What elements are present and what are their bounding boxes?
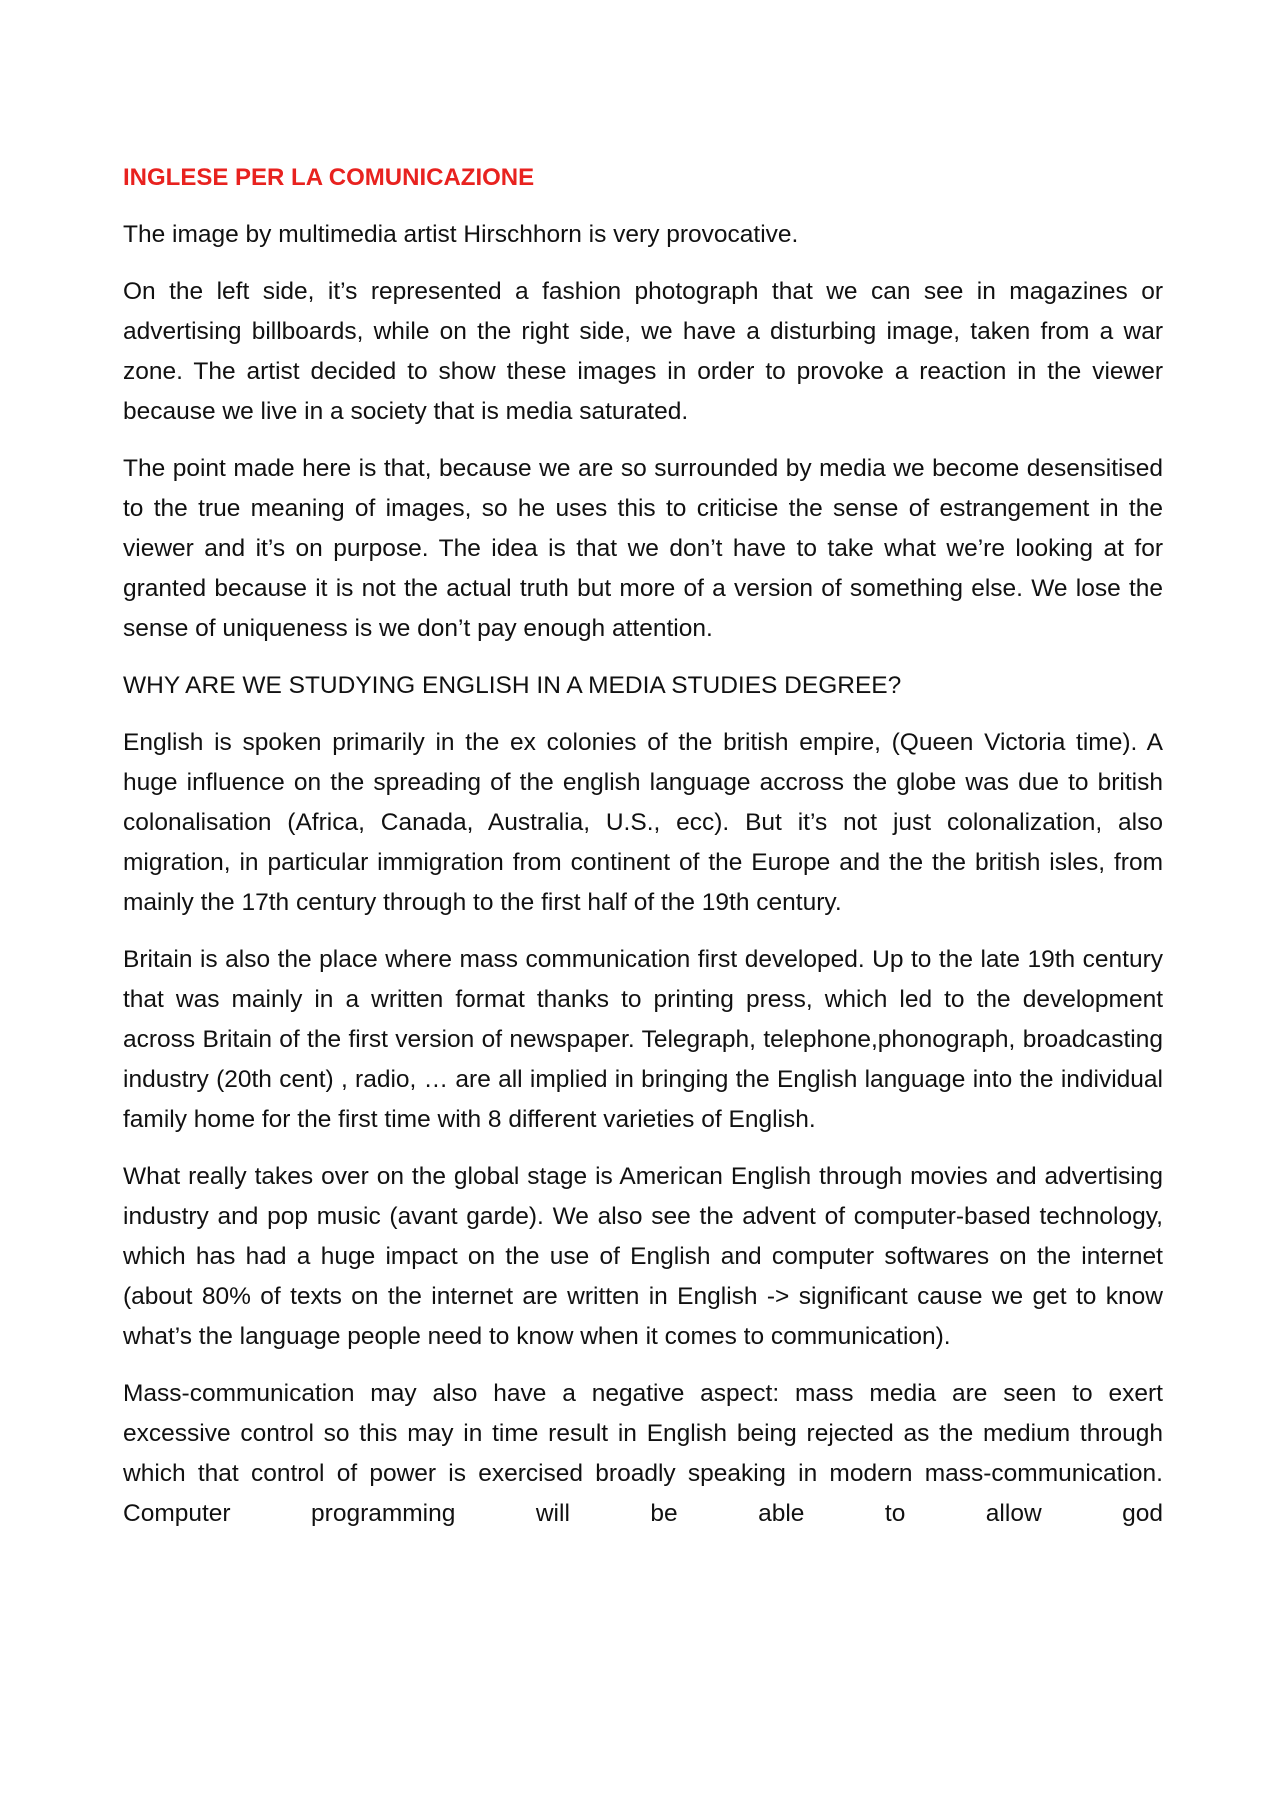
paragraph-american-english: What really takes over on the global stage is American English through movies and advertising industry and pop music (avant garde). We also see the advent of computer-based technology, which has had a huge impact on the use of English and computer softwares on the internet (about 80% of texts on the internet are written in English -> significant cause we get to know what’s the language people need to know when it comes to communication). xyxy=(123,1163,1163,1350)
paragraph-image-description: On the left side, it’s represented a fashion photograph that we can see in magazines or advertising billboards, while on the right side, we have a disturbing image, taken from a war zone. The artist decided to show these images in order to provoke a reaction in the viewer because we live in a society that is media saturated. xyxy=(123,278,1163,425)
document-page xyxy=(123,158,1163,1551)
paragraph-intro: The image by multimedia artist Hirschhorn is very provocative. xyxy=(123,221,799,248)
paragraph-point-made: The point made here is that, because we are so surrounded by media we become desensitised to the true meaning of images, so he uses this to criticise the sense of estrangement in the viewer and it’s on purpose. The idea is that we don’t have to take what we’re looking at for granted because it is not the actual truth but more of a version of something else. We lose the sense of uniqueness is we don’t pay enough attention. xyxy=(123,455,1163,642)
paragraph-english-colonies: English is spoken primarily in the ex colonies of the british empire, (Queen Victoria time). A huge influence on the spreading of the english language accross the globe was due to british colonalisation (Africa, Canada, Australia, U.S., ecc). But it’s not just colonalization, also migration, in particular immigration from continent of the Europe and the the british isles, from mainly the 17th century through to the first half of the 19th century. xyxy=(123,729,1163,916)
paragraph-negative-aspect: Mass-communication may also have a negative aspect: mass media are seen to exert excessive control so this may in time result in English being rejected as the medium through which that control of power is exercised broadly speaking in modern mass-communication. Computer programming will be able to allow god xyxy=(123,1380,1163,1527)
section-heading-why-english: WHY ARE WE STUDYING ENGLISH IN A MEDIA STUDIES DEGREE? xyxy=(123,672,902,699)
document-title: INGLESE PER LA COMUNICAZIONE xyxy=(123,164,535,191)
paragraph-britain-mass-communication: Britain is also the place where mass communication first developed. Up to the late 19th century that was mainly in a written format thanks to printing press, which led to the development across Britain of the first version of newspaper. Telegraph, telephone,phonograph, broadcasting industry (20th cent) , radio, … are all implied in bringing the English language into the individual family home for the first time with 8 different varieties of English. xyxy=(123,946,1163,1133)
